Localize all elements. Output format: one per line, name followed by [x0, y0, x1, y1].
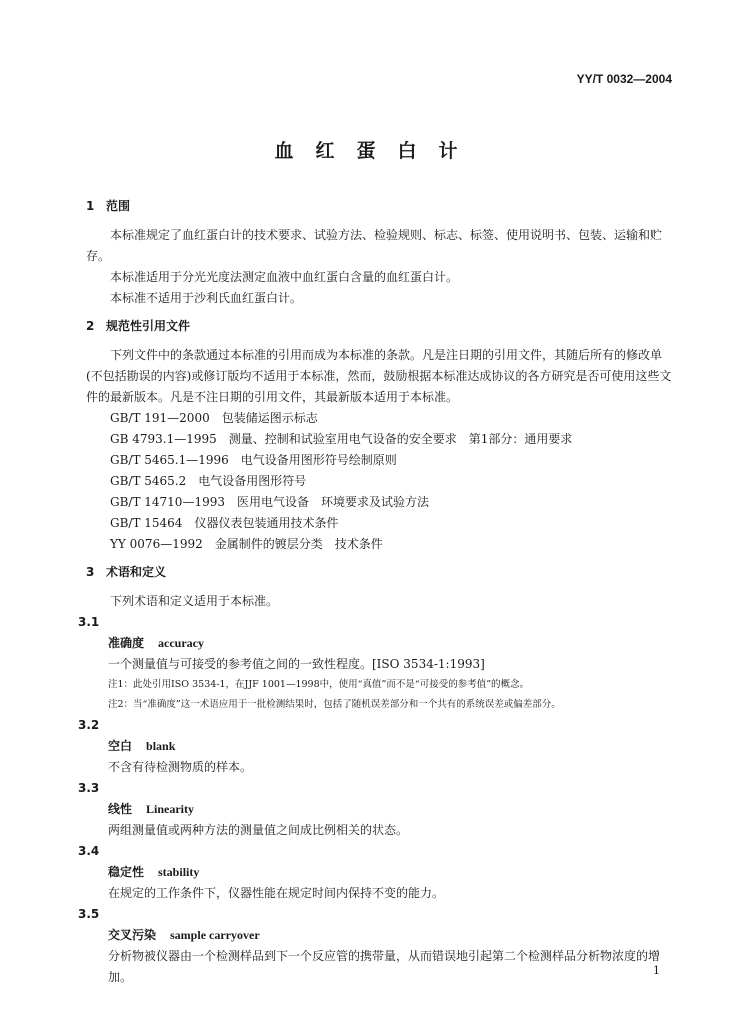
term-number: 3.2	[78, 718, 100, 732]
document-title: 血红蛋白计	[274, 140, 480, 162]
paragraph: 下列术语和定义适用于本标准。	[110, 594, 279, 608]
standard-code: YY/T 0032—2004	[576, 72, 672, 86]
term-definition: 不含有待检测物质的样本。	[108, 760, 253, 774]
paragraph: 本标准规定了血红蛋白计的技术要求、试验方法、检验规则、标志、标签、使用说明书、包装、运输和贮存。	[86, 228, 663, 263]
reference-item: GB/T 5465.1—1996 电气设备用图形符号绘制原则	[110, 453, 397, 467]
term-number: 3.1	[78, 615, 100, 629]
term-note: 注2：当“准确度”这一术语应用于一批检测结果时，包括了随机误差部分和一个共有的系统误差或偏差部分。	[108, 699, 561, 710]
reference-item: GB/T 191—2000 包装储运图示标志	[110, 411, 318, 425]
reference-item: GB/T 5465.2 电气设备用图形符号	[110, 474, 307, 488]
section-heading-references: 2 规范性引用文件	[86, 319, 191, 333]
paragraph: 本标准适用于分光光度法测定血液中血红蛋白含量的血红蛋白计。	[110, 270, 459, 284]
section-heading-scope: 1 范围	[86, 199, 131, 213]
term-definition: 在规定的工作条件下，仪器性能在规定时间内保持不变的能力。	[108, 886, 445, 900]
term-number: 3.5	[78, 907, 100, 921]
reference-item: GB 4793.1—1995 测量、控制和试验室用电气设备的安全要求 第1部分：通用要求	[110, 432, 573, 446]
reference-item: GB/T 15464 仪器仪表包装通用技术条件	[110, 516, 339, 530]
term-heading: 准确度 accuracy	[108, 636, 204, 650]
paragraph: 本标准不适用于沙利氏血红蛋白计。	[110, 291, 303, 305]
term-note: 注1：此处引用ISO 3534-1，在JJF 1001—1998中，使用“真值”而不是“可接受的参考值”的概念。	[108, 679, 530, 690]
reference-item: GB/T 14710—1993 医用电气设备 环境要求及试验方法	[110, 495, 429, 509]
term-heading: 稳定性 stability	[108, 865, 200, 879]
term-heading: 交叉污染 sample carryover	[108, 928, 260, 942]
term-definition: 一个测量值与可接受的参考值之间的一致性程度。[ISO 3534-1:1993]	[108, 657, 485, 671]
paragraph: 下列文件中的条款通过本标准的引用而成为本标准的条款。凡是注日期的引用文件，其随后所有的修改单(不包括勘误的内容)或修订版均不适用于本标准，然而，鼓励根据本标准达成协议的各方研究是否可使用这些文件的最新版本。凡是不注日期的引用文件，其最新版本适用于本标准。	[86, 348, 672, 404]
term-number: 3.3	[78, 781, 100, 795]
term-number: 3.4	[78, 844, 100, 858]
reference-item: YY 0076—1992 金属制件的镀层分类 技术条件	[110, 537, 383, 551]
page-number: 1	[653, 964, 660, 977]
term-definition: 分析物被仪器由一个检测样品到下一个反应管的携带量，从而错误地引起第二个检测样品分析物浓度的增加。	[108, 949, 661, 984]
term-definition: 两组测量值或两种方法的测量值之间成比例相关的状态。	[108, 823, 409, 837]
document-body	[78, 196, 676, 988]
term-heading: 空白 blank	[108, 739, 176, 753]
term-heading: 线性 Linearity	[108, 802, 195, 816]
section-heading-terms: 3 术语和定义	[86, 565, 167, 579]
